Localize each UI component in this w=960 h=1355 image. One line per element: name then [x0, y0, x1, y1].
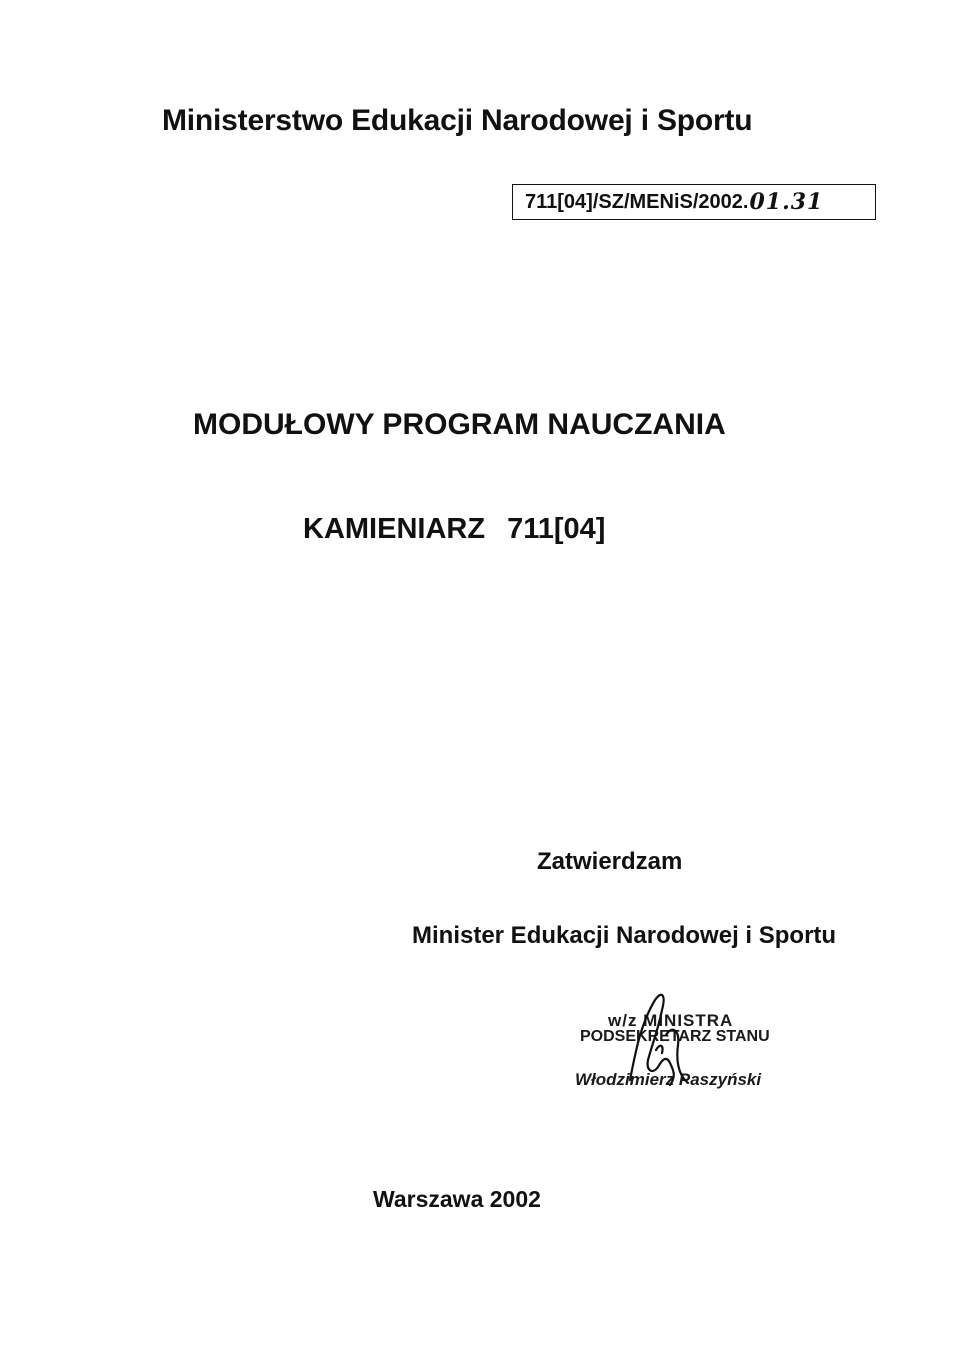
signature-icon: [600, 985, 720, 1105]
document-code-box: [512, 184, 876, 220]
program-title: MODUŁOWY PROGRAM NAUCZANIA: [193, 408, 726, 441]
handwritten-date: 01.31: [749, 189, 824, 215]
ministry-header: Ministerstwo Edukacji Narodowej i Sportu: [162, 104, 753, 137]
minister-title: Minister Edukacji Narodowej i Sportu: [412, 922, 837, 949]
approval-label: Zatwierdzam: [537, 848, 683, 875]
stamp-line-2: PODSEKRETARZ STANU: [580, 1028, 770, 1045]
profession-title: KAMIENIARZ 711[04]: [303, 513, 606, 545]
place-and-year: Warszawa 2002: [373, 1186, 541, 1212]
document-code: 711[04]/SZ/MENiS/2002.: [525, 190, 749, 213]
stamp-name: Włodzimierz Paszyński: [575, 1070, 762, 1089]
stamp-line-1: w/z MINISTRA: [608, 1011, 734, 1030]
